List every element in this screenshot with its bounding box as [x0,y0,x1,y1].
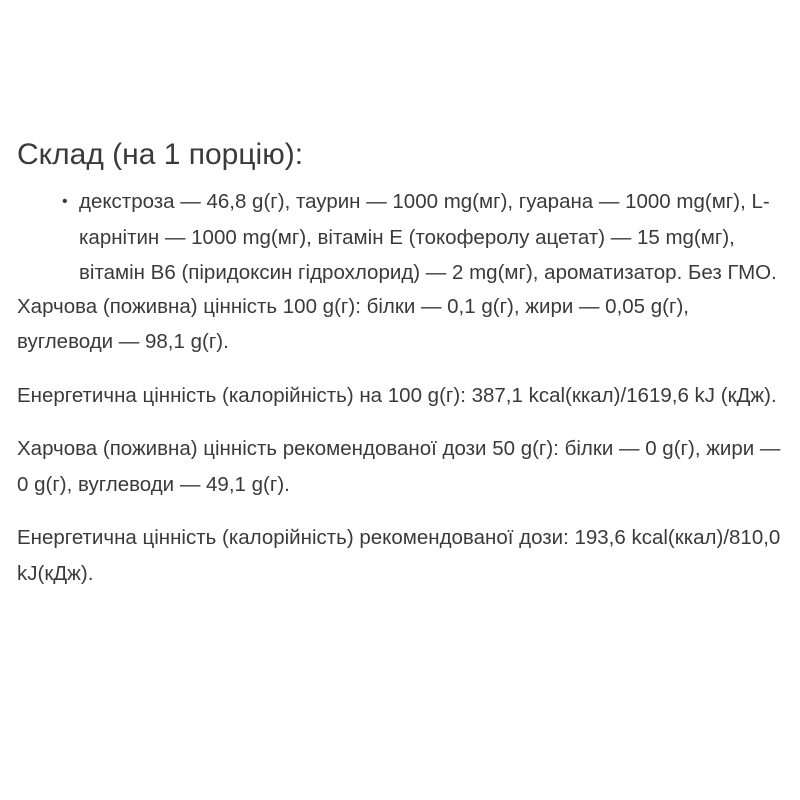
nutrition-per-dose: Харчова (поживна) цінність рекомендованої дози 50 g(г): білки — 0 g(г), жири — 0 g(г), вуглеводи — 49,1 g(г). [17,437,781,496]
energy-per-100g: Енергетична цінність (калорійність) на 100 g(г): 387,1 kcal(ккал)/1619,6 kJ (кДж). [17,383,777,407]
ingredients-text: декстроза — 46,8 g(г), таурин — 1000 mg(мг), гуарана — 1000 mg(мг), L-карнітин — 1000 mg(мг), вітамін Е (токоферолу ацетат) — 15 mg(мг), вітамін В6 (піридоксин гідрохлорид) — 2 mg(мг), ароматизатор. Без ГМО. [79,190,777,284]
list-item [62,184,779,291]
composition-heading: Склад (на 1 порцію): [17,138,304,171]
energy-per-dose: Енергетична цінність (калорійність) рекомендованої дози: 193,6 kcal(ккал)/810,0 kJ(кДж). [17,526,781,585]
bullet-icon: • [62,193,68,210]
nutrition-per-100g: Харчова (поживна) цінність 100 g(г): білки — 0,1 g(г), жири — 0,05 g(г), вуглеводи — 98,1 g(г). [17,294,690,353]
ingredients-list [17,184,787,291]
product-composition [17,134,787,609]
